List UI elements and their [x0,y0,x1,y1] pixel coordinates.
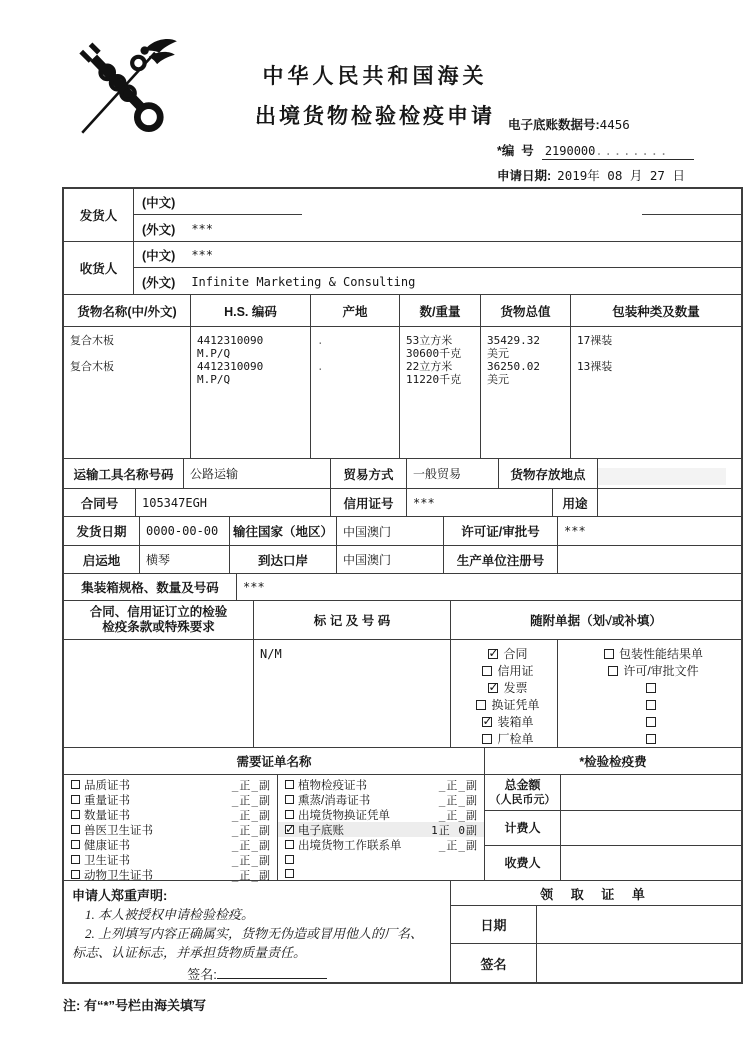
certificate-item [64,867,277,882]
checkbox-icon [285,780,294,789]
fee-total-label-line2: （人民币元） [489,793,556,806]
fee-collect-label: 收费人 [485,846,561,880]
declaration-row [64,881,741,982]
certificate-item [278,837,484,852]
checkbox-icon [285,810,294,819]
doc-item [482,730,533,747]
declaration-text [64,881,450,962]
goods-hs-cell [191,327,311,458]
checkbox-icon [285,795,294,804]
certificate-item [278,807,484,822]
goods-row1-volume: 53立方米 [406,334,453,347]
certificate-label: 出境货物工作联系单 [298,839,402,852]
certificates-body-row [64,775,741,881]
checkbox-icon [285,869,294,878]
goods-origin-cell [311,327,400,458]
signature-blank [217,967,327,979]
certificates-header-row [64,748,741,775]
consignor-foreign-value: *** [191,221,214,236]
serial-value: 2190000........ [542,144,694,160]
clause-header-line1: 合同、信用证订立的检验 [89,605,228,619]
checkbox-icon [71,780,80,789]
goods-row1-name: 复合木板 [70,334,114,347]
goods-row2-name: 复合木板 [70,360,114,373]
declaration-line1: 1. 本人被授权申请检验检疫。 [72,907,255,922]
certificate-item [278,792,484,807]
certificate-label: 卫生证书 [84,854,130,867]
checkbox-icon [646,734,656,744]
certificate-label: 数量证书 [84,809,130,822]
consignee-foreign-value: Infinite Marketing & Consulting [191,274,416,289]
checkbox-icon [71,810,80,819]
footnote: 注: 有“*”号栏由海关填写 [63,998,207,1013]
checkbox-icon [488,649,498,659]
goods-table-header [64,295,741,327]
application-form [62,187,743,984]
checkbox-icon [482,717,492,727]
doc-item [482,713,533,730]
goods-row2-value: 36250.02 [487,360,540,373]
goods-header-hs: H.S. 编码 [191,295,311,326]
date-value: 2019年 08 月 27 日 [557,168,685,183]
marks-body-row [64,640,741,748]
copies-label: _正_副 [231,823,271,837]
checkbox-icon [285,855,294,864]
copies-label: _正_副 [438,808,478,822]
doc-label: 许可/审批文件 [623,664,699,678]
copies-label: _正_副 [438,793,478,807]
doc-label: 厂检单 [497,732,534,746]
copies-label: _正_副 [231,853,271,867]
checkbox-icon [476,700,486,710]
copies-label: 1正 0副 [431,823,478,837]
certificates-header: 需要证单名称 [64,748,485,774]
docs-header: 随附单据（划√或补填） [530,614,662,628]
fee-header: *检验检疫费 [579,755,647,769]
serial-label: *编 号 [497,144,534,158]
checkbox-icon [71,840,80,849]
goods-row1-weight: 30600千克 [406,347,462,360]
pickup-date-value [537,906,741,943]
goods-row1-hs: 4412310090 [197,334,264,347]
goods-value-cell [481,327,571,458]
checkbox-icon [285,825,294,834]
application-date-line [497,166,685,184]
goods-table-body [64,327,741,459]
marks-value-cell [254,640,451,747]
pickup-sign-value [537,944,741,982]
signature-line [64,964,450,984]
certificate-column-left [64,775,278,880]
goods-row1-value: 35429.32 [487,334,540,347]
vehicle-value: 公路运输 [184,459,331,488]
goods-header-qty: 数/重量 [400,295,481,326]
clause-header [64,601,254,639]
departure-value: 横琴 [140,546,230,573]
doc-label: 装箱单 [497,715,534,729]
doc-item [482,662,533,679]
trade-mode-value: 一般贸易 [407,459,499,488]
chinese-label: (中文) [142,248,176,263]
certificate-item [64,792,277,807]
certificate-item [278,866,484,880]
fee-total-label-line1: 总金额 [504,777,541,792]
goods-row2-hs: 4412310090 [197,360,264,373]
consignee-section [64,242,741,295]
checkbox-icon [604,649,614,659]
producer-label: 生产单位注册号 [444,546,558,573]
docs-checkbox-column-right [558,640,741,747]
ship-date-row [64,517,741,546]
usage-label: 用途 [553,489,598,516]
usage-value [598,489,741,516]
checkbox-icon [285,840,294,849]
copies-label: _正_副 [231,868,271,882]
goods-row1-packages: 17裸装 [577,334,613,347]
license-value: *** [564,524,586,538]
goods-header-origin: 产地 [311,295,400,326]
copies-label: _正_副 [231,838,271,852]
serial-redacted-dots: ........ [595,144,670,158]
container-row [64,574,741,601]
ledger-number-line [508,115,630,133]
copies-label: _正_副 [438,838,478,852]
container-label: 集装箱规格、数量及号码 [64,574,237,600]
copies-label: _正_副 [438,778,478,792]
goods-row1-currency: 美元 [487,347,509,360]
fee-total-label [485,775,561,810]
doc-item [604,645,703,662]
consignee-foreign-row [134,268,741,295]
chinese-label: (中文) [142,195,176,210]
doc-item [608,662,698,679]
certificate-item [64,807,277,822]
declaration-line3: 标志、认证标志，并承担货物质量责任。 [72,945,307,960]
doc-item [476,696,539,713]
vehicle-label: 运输工具名称号码 [64,459,184,488]
ledger-value: 4456 [599,117,630,132]
redaction-patch [598,468,726,485]
pickup-date-row [451,906,741,944]
doc-item [488,645,527,662]
certificate-label: 重量证书 [84,794,130,807]
goods-row2-currency: 美元 [487,373,509,386]
certificate-label: 品质证书 [84,779,130,792]
consignee-label: 收货人 [64,242,134,294]
goods-row2-volume: 22立方米 [406,360,453,373]
redaction-patch [302,189,642,222]
certificate-label: 动物卫生证书 [84,869,153,882]
doc-label: 合同 [503,647,528,661]
storage-label: 货物存放地点 [499,459,598,488]
consignee-chinese-row [134,242,741,268]
goods-row1-hs-suffix: M.P/Q [197,347,231,360]
consignee-chinese-value: *** [191,247,214,262]
ship-date-value: 0000-00-00 [140,517,230,545]
certificate-column-right [278,775,485,880]
goods-name-cell [64,327,191,458]
pickup-sign-label: 签名 [451,944,537,982]
pickup-sign-row [451,944,741,982]
foreign-label: (外文) [142,275,176,290]
checkbox-icon [646,700,656,710]
contract-row [64,489,741,517]
goods-pack-cell [571,327,741,458]
goods-row2-weight: 11220千克 [406,373,462,386]
certificate-label: 健康证书 [84,839,130,852]
doc-item [646,713,661,730]
checkbox-icon [71,870,80,879]
goods-header-pack: 包装种类及数量 [612,304,700,319]
certificate-label: 出境货物换证凭单 [298,809,390,822]
checkbox-icon [646,717,656,727]
copies-label: _正_副 [231,778,271,792]
clause-value-cell [64,640,254,747]
marks-header-row [64,601,741,640]
certificate-label: 植物检疫证书 [298,779,367,792]
goods-row1-origin: . [317,334,324,347]
pickup-header: 领 取 证 单 [451,881,741,906]
ledger-label: 电子底账数据号: [508,118,600,132]
goods-qty-cell [400,327,481,458]
pickup-date-label: 日期 [451,906,537,943]
doc-label: 换证凭单 [491,698,540,712]
departure-row [64,546,741,574]
declaration-cell [64,881,451,982]
signature-label: 签名: [187,967,217,982]
checkbox-icon [608,666,618,676]
fee-total-value [561,775,741,810]
declaration-line2: 2. 上列填写内容正确属实，货物无伪造或冒用他人的厂名、 [72,926,424,941]
doc-label: 发票 [503,681,528,695]
license-label: 许可证/审批号 [444,517,558,545]
fee-calc-label: 计费人 [485,811,561,845]
contract-value: 105347EGH [136,489,331,516]
arrival-value: 中国澳门 [337,546,444,573]
foreign-label: (外文) [142,222,176,237]
goods-row2-hs-suffix: M.P/Q [197,373,231,386]
checkbox-icon [488,683,498,693]
goods-row2-origin: . [317,360,324,373]
trade-mode-label: 贸易方式 [331,459,407,488]
doc-label: 包装性能结果单 [618,647,703,661]
consignor-label: 发货人 [64,189,134,241]
certificate-item [278,777,484,792]
certificate-item [64,822,277,837]
doc-item [646,730,661,747]
dest-value: 中国澳门 [337,517,444,545]
certificate-item [64,852,277,867]
serial-number-line [497,141,694,160]
goods-header-name: 货物名称(中/外文) [64,295,191,326]
checkbox-icon [482,666,492,676]
marks-header: 标 记 及 号 码 [254,601,451,639]
clause-header-line2: 检疫条款或特殊要求 [102,620,215,634]
container-value: *** [243,580,265,594]
ship-date-label: 发货日期 [64,517,140,545]
form-title: 出境货物检验检疫申请 [255,105,495,128]
contract-label: 合同号 [64,489,136,516]
marks-value: N/M [260,647,282,661]
certificate-label: 兽医卫生证书 [84,824,153,837]
producer-value [558,546,741,573]
checkbox-icon [646,683,656,693]
certificate-label: 电子底账 [298,824,344,837]
certificate-item [64,837,277,852]
checkbox-icon [482,734,492,744]
certificate-label: 熏蒸/消毒证书 [298,794,371,807]
fee-calc-value [561,811,741,845]
copies-label: _正_副 [231,808,271,822]
checkbox-icon [71,855,80,864]
copies-label: _正_副 [231,793,271,807]
lc-label: 信用证号 [331,489,407,516]
arrival-label: 到达口岸 [230,546,337,573]
doc-item [646,679,661,696]
goods-header-value: 货物总值 [481,295,571,326]
date-label: 申请日期: [497,169,552,183]
fee-collect-value [561,846,741,880]
certificate-item [64,777,277,792]
doc-item [646,696,661,713]
checkbox-icon [71,825,80,834]
doc-label: 信用证 [497,664,534,678]
page-title: 中华人民共和国海关 [262,65,488,88]
dest-label: 输往国家（地区） [230,517,337,545]
lc-value: *** [407,489,553,516]
doc-item [488,679,527,696]
goods-row2-packages: 13裸装 [577,360,613,373]
departure-label: 启运地 [64,546,140,573]
certificate-item [278,852,484,866]
docs-checkbox-column-left [451,640,558,747]
declaration-title: 申请人郑重声明: [72,888,168,903]
checkbox-icon [71,795,80,804]
certificate-item-electronic-ledger [278,822,484,837]
